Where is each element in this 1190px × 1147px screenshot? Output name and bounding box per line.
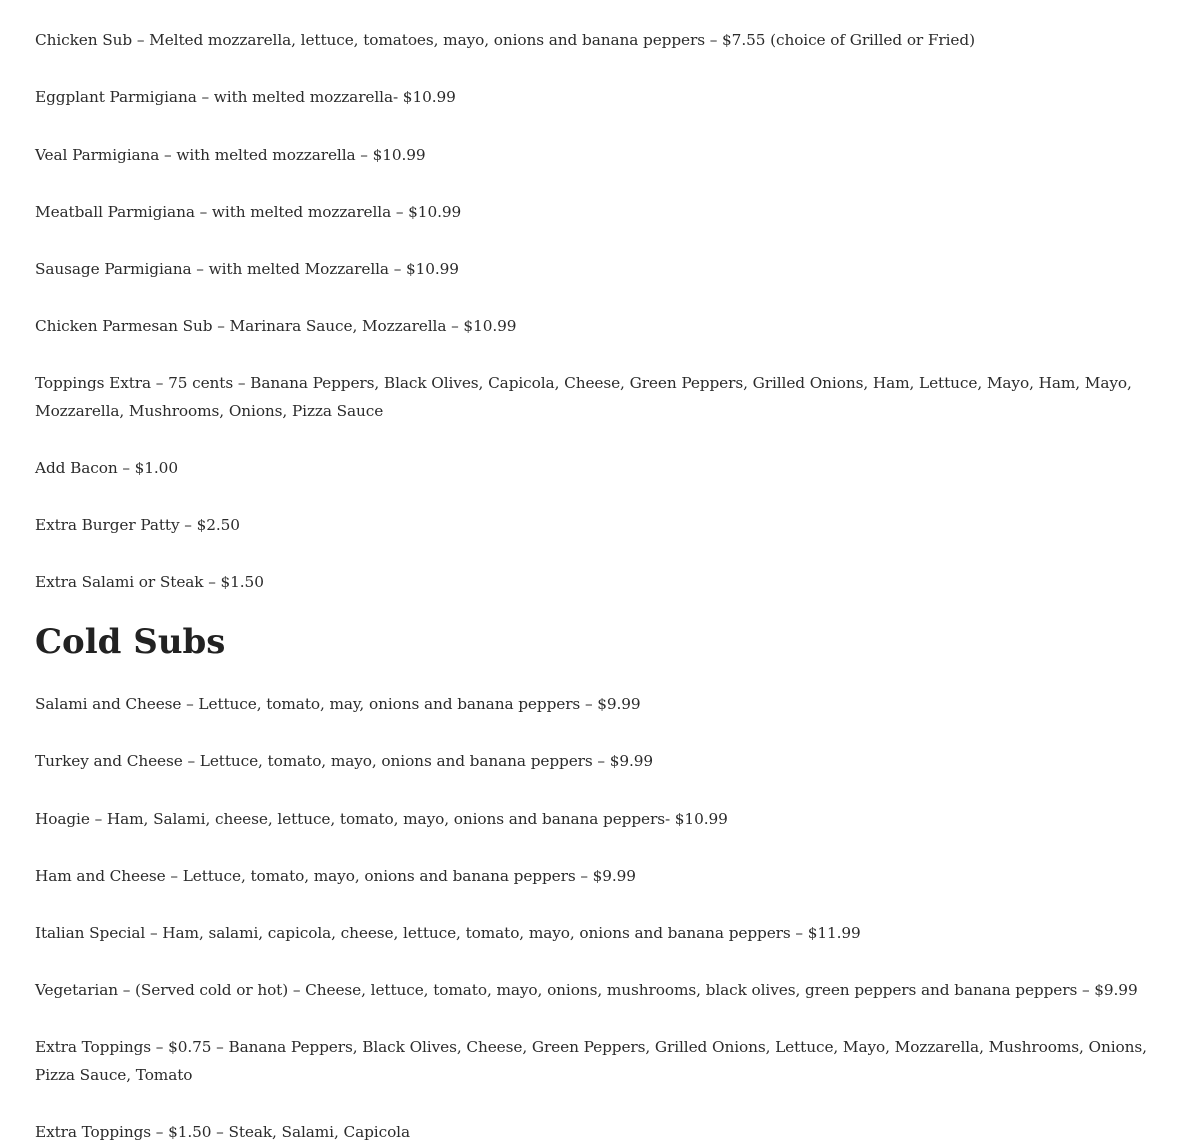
menu-item-ham-and-cheese: Ham and Cheese – Lettuce, tomato, mayo, onions and banana peppers – $9.99: [35, 867, 636, 885]
menu-item-chicken-parmesan-sub: Chicken Parmesan Sub – Marinara Sauce, Mozzarella – $10.99: [35, 317, 517, 335]
menu-item-italian-special: Italian Special – Ham, salami, capicola, cheese, lettuce, tomato, mayo, onions and banana peppers – $11.99: [35, 924, 861, 942]
menu-item-eggplant-parmigiana: Eggplant Parmigiana – with melted mozzarella- $10.99: [35, 88, 456, 106]
menu-item-chicken-sub: Chicken Sub – Melted mozzarella, lettuce, tomatoes, mayo, onions and banana peppers – $7.55 (choice of Grilled or Fried): [35, 31, 975, 49]
menu-item-add-bacon: Add Bacon – $1.00: [35, 459, 178, 477]
menu-item-vegetarian: Vegetarian – (Served cold or hot) – Cheese, lettuce, tomato, mayo, onions, mushrooms, black olives, green peppers and banana peppers – $9.99: [35, 981, 1138, 999]
menu-item-extra-toppings-150: Extra Toppings – $1.50 – Steak, Salami, Capicola: [35, 1123, 410, 1141]
menu-item-extra-toppings-075: Extra Toppings – $0.75 – Banana Peppers, Black Olives, Cheese, Green Peppers, Grilled Onions, Lettuce, Mayo, Mozzarella, Mushrooms, Onions, Pizza Sauce, Tomato: [35, 1038, 1147, 1084]
menu-item-sausage-parmigiana: Sausage Parmigiana – with melted Mozzarella – $10.99: [35, 260, 459, 278]
menu-item-salami-and-cheese: Salami and Cheese – Lettuce, tomato, may, onions and banana peppers – $9.99: [35, 695, 641, 713]
menu-item-extra-salami-steak: Extra Salami or Steak – $1.50: [35, 573, 264, 591]
menu-item-extra-burger-patty: Extra Burger Patty – $2.50: [35, 516, 240, 534]
menu-item-veal-parmigiana: Veal Parmigiana – with melted mozzarella – $10.99: [35, 146, 426, 164]
menu-item-turkey-and-cheese: Turkey and Cheese – Lettuce, tomato, mayo, onions and banana peppers – $9.99: [35, 752, 654, 770]
menu-item-toppings-extra: Toppings Extra – 75 cents – Banana Peppers, Black Olives, Capicola, Cheese, Green Peppers, Grilled Onions, Ham, Lettuce, Mayo, Ham, Mayo, Mozzarella, Mushrooms, Onions, Pizza Sauce: [35, 374, 1132, 420]
menu-item-meatball-parmigiana: Meatball Parmigiana – with melted mozzarella – $10.99: [35, 203, 462, 221]
menu-item-hoagie: Hoagie – Ham, Salami, cheese, lettuce, tomato, mayo, onions and banana peppers- $10.99: [35, 810, 728, 828]
section-heading-cold-subs: Cold Subs: [35, 622, 226, 662]
